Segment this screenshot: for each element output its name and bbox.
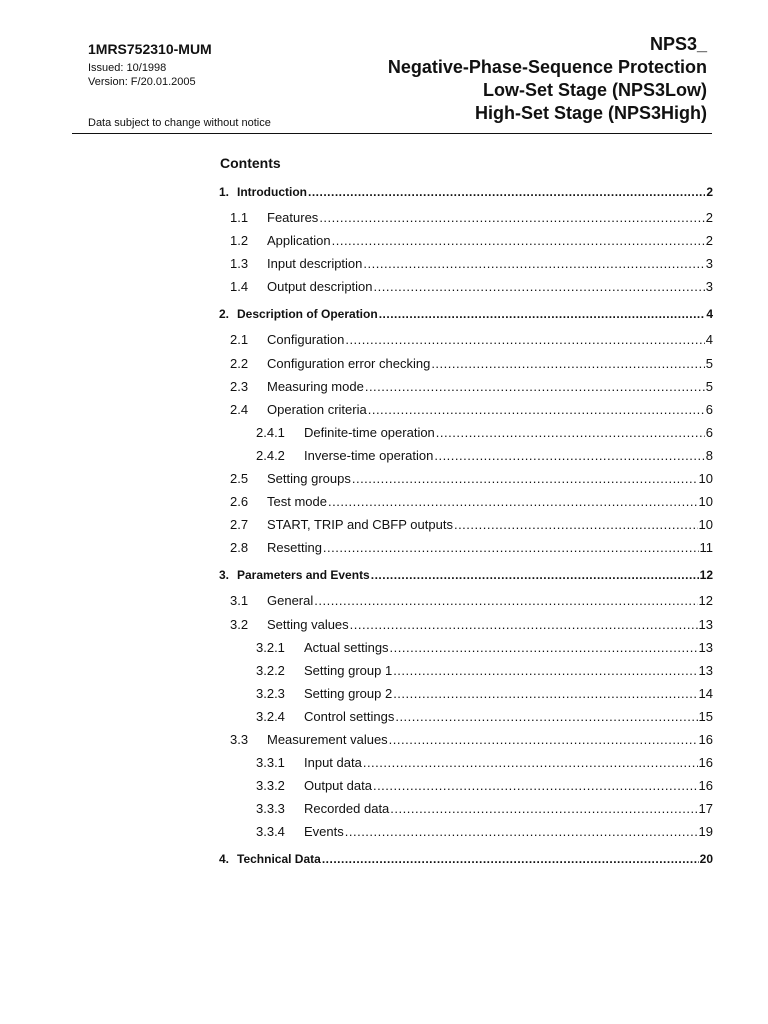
toc-entry-number: 1.2 bbox=[230, 233, 249, 248]
toc-dot-leader bbox=[322, 850, 699, 868]
toc-entry-page: 5 bbox=[705, 379, 713, 394]
toc-entry-number: 3.2.4 bbox=[256, 709, 285, 724]
toc-entry-page: 2 bbox=[705, 233, 713, 248]
toc-entry-number: 3.3.2 bbox=[256, 778, 285, 793]
toc-entry-number: 2.2 bbox=[230, 356, 249, 371]
toc-entry-page: 4 bbox=[705, 332, 713, 347]
toc-entry-page: 5 bbox=[705, 356, 713, 371]
toc-entry-title: Setting group 1 bbox=[304, 663, 393, 678]
toc-entry-number: 1.1 bbox=[230, 210, 249, 225]
toc-entry-number: 3.1 bbox=[230, 593, 249, 608]
toc-entry[interactable] bbox=[230, 278, 713, 296]
toc-dot-leader bbox=[332, 232, 705, 250]
toc-entry[interactable] bbox=[230, 355, 713, 373]
toc-entry[interactable] bbox=[219, 850, 713, 868]
toc-entry-page: 6 bbox=[705, 402, 713, 417]
toc-entry-title: Parameters and Events bbox=[237, 568, 370, 582]
toc-dot-leader bbox=[308, 183, 705, 201]
toc-entry[interactable] bbox=[256, 800, 713, 818]
toc-entry-number: 2.3 bbox=[230, 379, 249, 394]
toc-entry-page: 11 bbox=[699, 540, 713, 555]
toc-dot-leader bbox=[395, 708, 697, 726]
toc-entry-number: 3.3.3 bbox=[256, 801, 285, 816]
toc-dot-leader bbox=[454, 516, 698, 534]
contents-heading: Contents bbox=[220, 155, 281, 171]
toc-entry-page: 6 bbox=[705, 425, 713, 440]
toc-entry-number: 2.5 bbox=[230, 471, 249, 486]
toc-entry[interactable] bbox=[230, 539, 713, 557]
toc-dot-leader bbox=[365, 378, 705, 396]
toc-dot-leader bbox=[379, 305, 706, 323]
toc-entry-title: Inverse-time operation bbox=[304, 448, 434, 463]
toc-entry-title: Input description bbox=[267, 256, 363, 271]
toc-entry-page: 20 bbox=[699, 852, 713, 866]
toc-dot-leader bbox=[389, 731, 698, 749]
toc-entry-number: 3.3.4 bbox=[256, 824, 285, 839]
toc-entry-page: 8 bbox=[705, 448, 713, 463]
toc-entry-title: Application bbox=[267, 233, 331, 248]
toc-dot-leader bbox=[345, 331, 704, 349]
toc-entry-number: 1. bbox=[219, 185, 230, 199]
toc-entry-page: 16 bbox=[698, 755, 713, 770]
toc-entry[interactable] bbox=[256, 754, 713, 772]
toc-dot-leader bbox=[436, 424, 705, 442]
toc-entry-number: 1.4 bbox=[230, 279, 249, 294]
toc-dot-leader bbox=[390, 800, 697, 818]
toc-entry-page: 13 bbox=[698, 640, 713, 655]
toc-entry-number: 2.4.1 bbox=[256, 425, 285, 440]
toc-entry-page: 16 bbox=[698, 732, 713, 747]
toc-entry[interactable] bbox=[219, 183, 713, 201]
toc-entry[interactable] bbox=[230, 516, 713, 534]
toc-entry-page: 14 bbox=[698, 686, 713, 701]
version-info: Version: F/20.01.2005 bbox=[88, 76, 196, 88]
toc-entry-page: 3 bbox=[705, 256, 713, 271]
toc-dot-leader bbox=[314, 592, 697, 610]
toc-entry-title: Setting groups bbox=[267, 471, 351, 486]
toc-entry[interactable] bbox=[256, 424, 713, 442]
toc-entry[interactable] bbox=[230, 401, 713, 419]
toc-entry[interactable] bbox=[256, 685, 713, 703]
toc-dot-leader bbox=[371, 566, 699, 584]
toc-entry-number: 3. bbox=[219, 568, 230, 582]
title-line-high-stage: High-Set Stage (NPS3High) bbox=[474, 103, 707, 123]
issued-date: Issued: 10/1998 bbox=[88, 62, 167, 74]
document-id: 1MRS752310-MUM bbox=[88, 41, 212, 57]
toc-entry[interactable] bbox=[219, 305, 713, 323]
toc-entry-title: Test mode bbox=[267, 494, 327, 509]
toc-entry[interactable] bbox=[256, 447, 713, 465]
toc-entry-number: 2. bbox=[219, 307, 230, 321]
toc-dot-leader bbox=[352, 470, 698, 488]
toc-dot-leader bbox=[368, 401, 705, 419]
toc-entry[interactable] bbox=[256, 639, 713, 657]
toc-entry-page: 16 bbox=[698, 778, 713, 793]
toc-entry-title: Measuring mode bbox=[267, 379, 364, 394]
toc-entry-title: Measurement values bbox=[267, 732, 388, 747]
toc-dot-leader bbox=[373, 777, 698, 795]
toc-entry-title: Input data bbox=[304, 755, 362, 770]
toc-entry-page: 2 bbox=[705, 210, 713, 225]
toc-dot-leader bbox=[363, 255, 704, 273]
toc-entry-page: 12 bbox=[699, 568, 713, 582]
toc-dot-leader bbox=[434, 447, 704, 465]
toc-entry-title: Setting group 2 bbox=[304, 686, 393, 701]
toc-entry-title: Events bbox=[304, 824, 344, 839]
toc-entry-title: Output data bbox=[304, 778, 372, 793]
toc-entry-title: Setting values bbox=[267, 617, 349, 632]
toc-entry[interactable] bbox=[230, 493, 713, 511]
toc-dot-leader bbox=[390, 639, 698, 657]
toc-entry[interactable] bbox=[230, 209, 713, 227]
toc-entry-title: Resetting bbox=[267, 540, 322, 555]
toc-entry-title: Control settings bbox=[304, 709, 395, 724]
toc-entry-number: 4. bbox=[219, 852, 230, 866]
toc-entry-title: Description of Operation bbox=[237, 307, 378, 321]
toc-entry-title: Technical Data bbox=[237, 852, 321, 866]
toc-entry-title: Introduction bbox=[237, 185, 307, 199]
toc-dot-leader bbox=[393, 662, 697, 680]
toc-entry[interactable] bbox=[256, 662, 713, 680]
toc-entry-number: 3.2.3 bbox=[256, 686, 285, 701]
change-notice: Data subject to change without notice bbox=[88, 117, 271, 129]
toc-entry[interactable] bbox=[230, 255, 713, 273]
toc-entry-number: 3.2.1 bbox=[256, 640, 285, 655]
title-line-code: NPS3_ bbox=[649, 34, 707, 54]
toc-entry[interactable] bbox=[256, 823, 713, 841]
toc-entry-page: 19 bbox=[698, 824, 713, 839]
toc-dot-leader bbox=[323, 539, 699, 557]
toc-entry-title: Recorded data bbox=[304, 801, 390, 816]
toc-entry-number: 1.3 bbox=[230, 256, 249, 271]
toc-dot-leader bbox=[319, 209, 704, 227]
toc-dot-leader bbox=[374, 278, 705, 296]
toc-entry-page: 2 bbox=[706, 185, 713, 199]
toc-entry[interactable] bbox=[230, 378, 713, 396]
toc-entry-number: 2.6 bbox=[230, 494, 249, 509]
toc-entry-title: Actual settings bbox=[304, 640, 389, 655]
toc-entry-number: 2.4.2 bbox=[256, 448, 285, 463]
toc-entry[interactable] bbox=[230, 331, 713, 349]
toc-entry[interactable] bbox=[256, 708, 713, 726]
toc-entry-page: 10 bbox=[698, 471, 713, 486]
toc-entry-title: Configuration bbox=[267, 332, 345, 347]
toc-entry-page: 15 bbox=[698, 709, 713, 724]
toc-entry-number: 2.1 bbox=[230, 332, 249, 347]
toc-entry-page: 12 bbox=[698, 593, 713, 608]
toc-entry-page: 3 bbox=[705, 279, 713, 294]
toc-entry-number: 2.8 bbox=[230, 540, 249, 555]
toc-entry-number: 3.2 bbox=[230, 617, 249, 632]
toc-entry[interactable] bbox=[230, 470, 713, 488]
toc-entry[interactable] bbox=[230, 232, 713, 250]
toc-entry-page: 10 bbox=[698, 517, 713, 532]
toc-entry-number: 3.3 bbox=[230, 732, 249, 747]
toc-entry[interactable] bbox=[256, 777, 713, 795]
toc-entry-page: 13 bbox=[698, 617, 713, 632]
toc-entry-page: 4 bbox=[706, 307, 713, 321]
toc-entry[interactable] bbox=[230, 731, 713, 749]
toc-entry[interactable] bbox=[230, 592, 713, 610]
toc-entry[interactable] bbox=[219, 566, 713, 584]
toc-entry-number: 3.3.1 bbox=[256, 755, 285, 770]
toc-dot-leader bbox=[393, 685, 697, 703]
toc-entry-title: Features bbox=[267, 210, 319, 225]
toc-dot-leader bbox=[345, 823, 698, 841]
toc-entry-number: 2.4 bbox=[230, 402, 249, 417]
toc-entry-title: Definite-time operation bbox=[304, 425, 435, 440]
toc-entry-title: START, TRIP and CBFP outputs bbox=[267, 517, 453, 532]
toc-dot-leader bbox=[328, 493, 698, 511]
toc-entry-title: Configuration error checking bbox=[267, 356, 431, 371]
toc-entry-number: 2.7 bbox=[230, 517, 249, 532]
toc-entry-page: 10 bbox=[698, 494, 713, 509]
toc-dot-leader bbox=[431, 355, 704, 373]
toc-entry-page: 13 bbox=[698, 663, 713, 678]
toc-entry-title: Output description bbox=[267, 279, 373, 294]
toc-entry-number: 3.2.2 bbox=[256, 663, 285, 678]
toc-entry-page: 17 bbox=[698, 801, 713, 816]
toc-dot-leader bbox=[363, 754, 698, 772]
toc-entry[interactable] bbox=[230, 616, 713, 634]
title-line-name: Negative-Phase-Sequence Protection bbox=[387, 57, 707, 77]
title-line-low-stage: Low-Set Stage (NPS3Low) bbox=[482, 80, 707, 100]
toc-entry-title: General bbox=[267, 593, 314, 608]
toc-entry-title: Operation criteria bbox=[267, 402, 367, 417]
toc-dot-leader bbox=[350, 616, 698, 634]
